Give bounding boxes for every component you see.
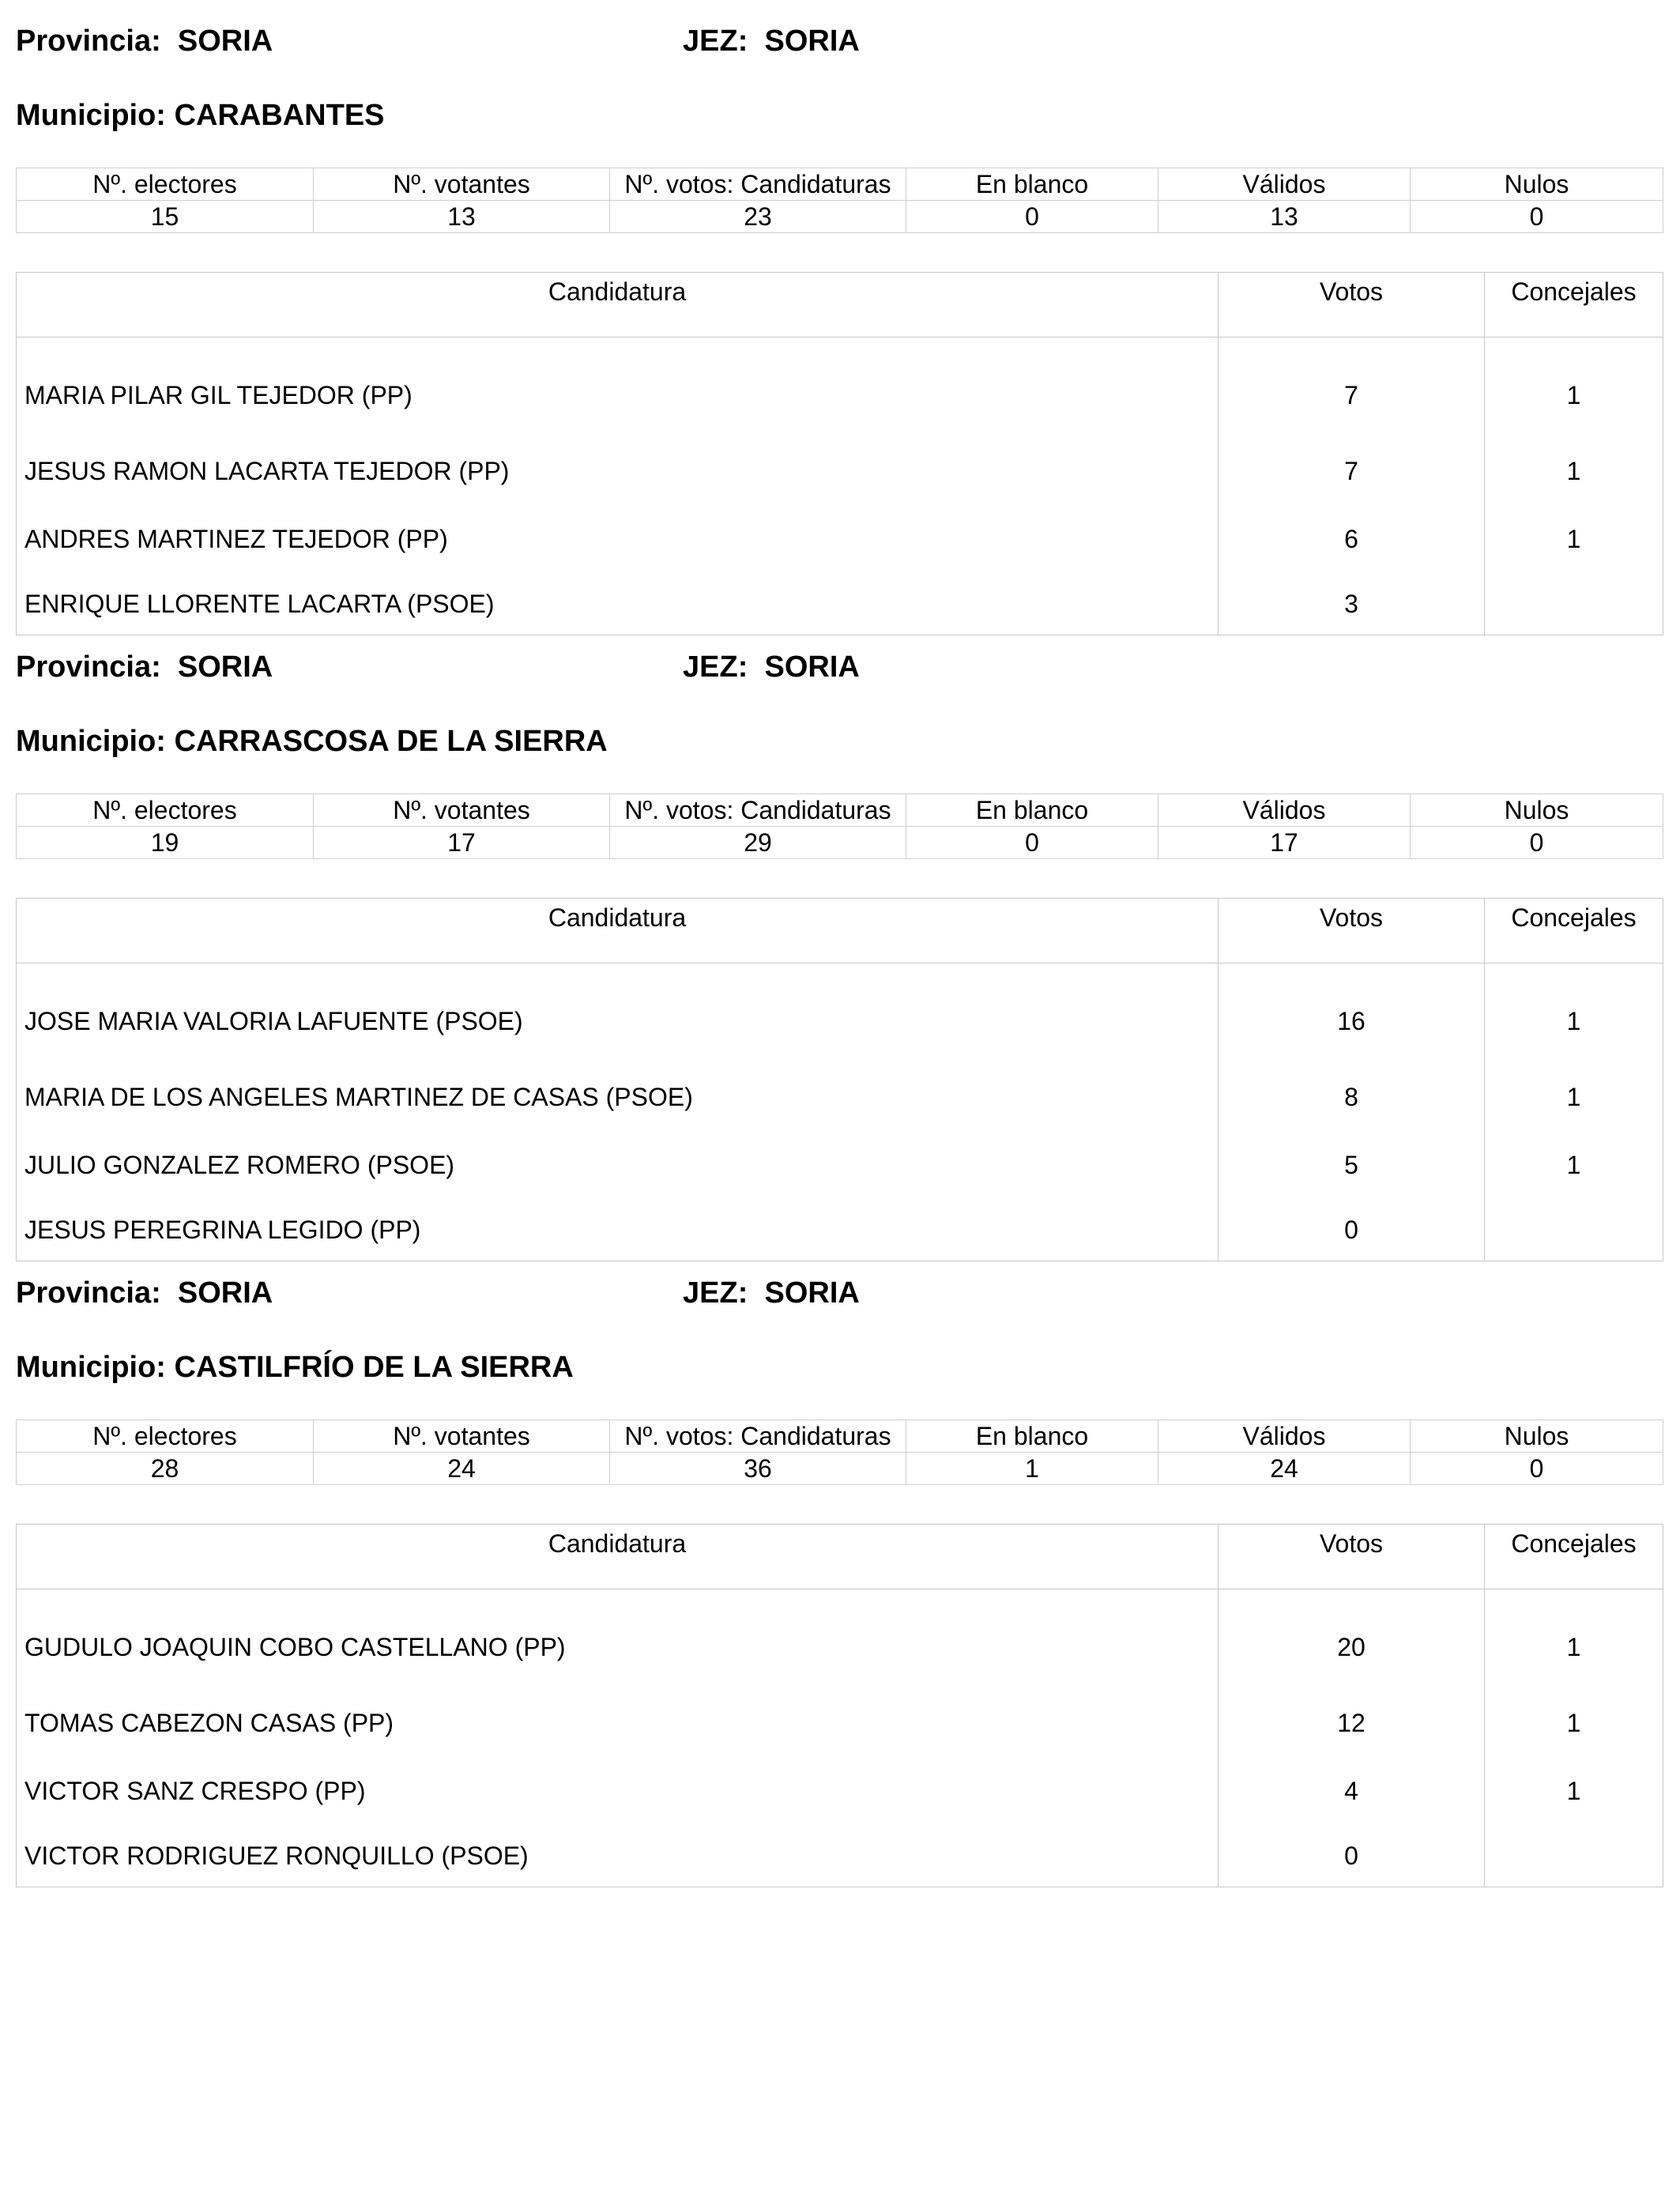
candidate-votos: 7	[1219, 437, 1485, 505]
stats-value-cell: 13	[1158, 201, 1411, 233]
candidate-concejales	[1485, 1199, 1663, 1261]
candidate-concejales: 1	[1485, 1589, 1663, 1690]
candidate-concejales: 1	[1485, 1131, 1663, 1199]
candidatura-header: Candidatura	[17, 899, 1219, 963]
candidate-name: VICTOR SANZ CRESPO (PP)	[17, 1757, 1219, 1825]
candidate-row	[17, 1131, 1663, 1199]
stats-table	[16, 168, 1663, 233]
stats-header-cell: Nº. votos: Candidaturas	[610, 168, 906, 201]
municipio-label: Municipio: CARABANTES	[16, 99, 385, 132]
stats-value-cell: 17	[1158, 827, 1411, 859]
stats-value-cell: 0	[906, 827, 1158, 859]
municipio-label: Municipio: CASTILFRÍO DE LA SIERRA	[16, 1351, 574, 1384]
votos-header: Votos	[1219, 273, 1485, 337]
candidate-row	[17, 437, 1663, 505]
candidate-votos: 0	[1219, 1199, 1485, 1261]
jez-label: JEZ: SORIA	[683, 1276, 860, 1310]
candidate-votos: 6	[1219, 505, 1485, 573]
provincia-label: Provincia: SORIA	[16, 1276, 273, 1310]
stats-value-cell: 28	[17, 1453, 314, 1485]
stats-header-cell: Nº. electores	[17, 168, 314, 201]
provincia-value: SORIA	[177, 650, 273, 684]
stats-value-cell: 36	[610, 1453, 906, 1485]
candidate-name: JESUS RAMON LACARTA TEJEDOR (PP)	[17, 437, 1219, 505]
provincia-label: Provincia: SORIA	[16, 25, 273, 58]
candidate-votos: 0	[1219, 1825, 1485, 1887]
stats-value-cell: 0	[1411, 201, 1663, 233]
candidates-header-row	[17, 899, 1663, 963]
candidate-name: JESUS PEREGRINA LEGIDO (PP)	[17, 1199, 1219, 1261]
candidate-votos: 3	[1219, 573, 1485, 635]
concejales-header: Concejales	[1485, 1525, 1663, 1589]
candidate-concejales: 1	[1485, 437, 1663, 505]
candidate-name: TOMAS CABEZON CASAS (PP)	[17, 1689, 1219, 1757]
stats-value-cell: 24	[1158, 1453, 1411, 1485]
candidate-votos: 4	[1219, 1757, 1485, 1825]
concejales-header: Concejales	[1485, 899, 1663, 963]
stats-header-cell: Nº. votos: Candidaturas	[610, 1420, 906, 1453]
stats-value-cell: 17	[314, 827, 610, 859]
candidate-name: MARIA PILAR GIL TEJEDOR (PP)	[17, 337, 1219, 438]
stats-value-cell: 13	[314, 201, 610, 233]
stats-value-cell: 23	[610, 201, 906, 233]
candidate-row	[17, 1063, 1663, 1131]
candidate-concejales: 1	[1485, 505, 1663, 573]
stats-header-cell: Nº. votantes	[314, 168, 610, 201]
candidate-name: JOSE MARIA VALORIA LAFUENTE (PSOE)	[17, 963, 1219, 1064]
stats-header-row	[17, 1420, 1663, 1453]
stats-value-cell: 0	[906, 201, 1158, 233]
stats-table	[16, 794, 1663, 859]
candidate-concejales: 1	[1485, 1689, 1663, 1757]
candidate-name: JULIO GONZALEZ ROMERO (PSOE)	[17, 1131, 1219, 1199]
candidate-votos: 16	[1219, 963, 1485, 1064]
candidate-votos: 7	[1219, 337, 1485, 438]
candidate-row	[17, 337, 1663, 438]
candidates-header-row	[17, 273, 1663, 337]
stats-header-cell: Nulos	[1411, 168, 1663, 201]
stats-header-cell: Válidos	[1158, 168, 1411, 201]
stats-header-cell: Válidos	[1158, 1420, 1411, 1453]
candidate-concejales: 1	[1485, 1063, 1663, 1131]
municipio-value: CARABANTES	[174, 99, 385, 132]
candidate-name: GUDULO JOAQUIN COBO CASTELLANO (PP)	[17, 1589, 1219, 1690]
stats-value-row	[17, 1453, 1663, 1485]
stats-header-cell: En blanco	[906, 1420, 1158, 1453]
stats-header-cell: En blanco	[906, 794, 1158, 827]
candidate-votos: 12	[1219, 1689, 1485, 1757]
candidate-votos: 20	[1219, 1589, 1485, 1690]
stats-header-cell: Nº. electores	[17, 794, 314, 827]
candidate-row	[17, 1757, 1663, 1825]
jez-label: JEZ: SORIA	[683, 25, 860, 58]
candidates-table	[16, 272, 1663, 635]
candidate-row	[17, 573, 1663, 635]
provincia-value: SORIA	[177, 1276, 273, 1310]
candidate-concejales: 1	[1485, 1757, 1663, 1825]
candidate-name: MARIA DE LOS ANGELES MARTINEZ DE CASAS (PSOE)	[17, 1063, 1219, 1131]
jez-value: SORIA	[764, 650, 860, 684]
stats-value-row	[17, 201, 1663, 233]
candidatura-header: Candidatura	[17, 273, 1219, 337]
candidates-table	[16, 1524, 1663, 1887]
candidate-concejales: 1	[1485, 963, 1663, 1064]
candidate-row	[17, 1589, 1663, 1690]
candidate-row	[17, 1825, 1663, 1887]
stats-header-cell: Nulos	[1411, 794, 1663, 827]
stats-table	[16, 1419, 1663, 1485]
candidate-concejales	[1485, 573, 1663, 635]
candidate-votos: 8	[1219, 1063, 1485, 1131]
stats-value-cell: 19	[17, 827, 314, 859]
jez-value: SORIA	[764, 25, 860, 58]
stats-value-cell: 24	[314, 1453, 610, 1485]
municipio-value: CARRASCOSA DE LA SIERRA	[174, 725, 608, 758]
stats-header-cell: Nº. votantes	[314, 794, 610, 827]
stats-value-cell: 0	[1411, 1453, 1663, 1485]
stats-header-cell: Nº. votos: Candidaturas	[610, 794, 906, 827]
candidate-row	[17, 1689, 1663, 1757]
stats-header-cell: Nº. votantes	[314, 1420, 610, 1453]
stats-value-row	[17, 827, 1663, 859]
stats-header-cell: Nulos	[1411, 1420, 1663, 1453]
candidates-table	[16, 898, 1663, 1261]
municipio-value: CASTILFRÍO DE LA SIERRA	[174, 1351, 574, 1384]
candidate-concejales	[1485, 1825, 1663, 1887]
votos-header: Votos	[1219, 1525, 1485, 1589]
candidate-name: VICTOR RODRIGUEZ RONQUILLO (PSOE)	[17, 1825, 1219, 1887]
municipio-label: Municipio: CARRASCOSA DE LA SIERRA	[16, 725, 608, 758]
candidates-header-row	[17, 1525, 1663, 1589]
candidate-row	[17, 963, 1663, 1064]
stats-header-row	[17, 794, 1663, 827]
candidate-row	[17, 505, 1663, 573]
jez-value: SORIA	[764, 1276, 860, 1310]
jez-label: JEZ: SORIA	[683, 650, 860, 684]
candidatura-header: Candidatura	[17, 1525, 1219, 1589]
stats-value-cell: 0	[1411, 827, 1663, 859]
candidate-row	[17, 1199, 1663, 1261]
candidate-name: ANDRES MARTINEZ TEJEDOR (PP)	[17, 505, 1219, 573]
stats-value-cell: 1	[906, 1453, 1158, 1485]
candidate-votos: 5	[1219, 1131, 1485, 1199]
candidate-name: ENRIQUE LLORENTE LACARTA (PSOE)	[17, 573, 1219, 635]
concejales-header: Concejales	[1485, 273, 1663, 337]
candidate-concejales: 1	[1485, 337, 1663, 438]
provincia-value: SORIA	[177, 25, 273, 58]
provincia-label: Provincia: SORIA	[16, 650, 273, 684]
stats-header-cell: Nº. electores	[17, 1420, 314, 1453]
stats-value-cell: 15	[17, 201, 314, 233]
stats-header-cell: Válidos	[1158, 794, 1411, 827]
stats-value-cell: 29	[610, 827, 906, 859]
stats-header-row	[17, 168, 1663, 201]
stats-header-cell: En blanco	[906, 168, 1158, 201]
votos-header: Votos	[1219, 899, 1485, 963]
